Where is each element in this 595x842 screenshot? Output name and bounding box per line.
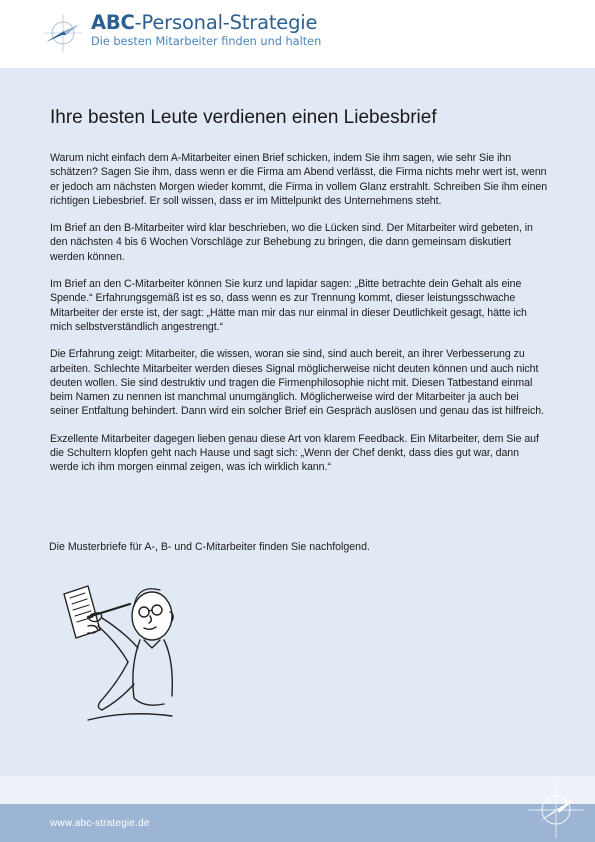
paragraph-excellent-employees: Exzellente Mitarbeiter dagegen lieben genau diese Art von klarem Feedback. Ein Mitarbeiter, dem Sie auf die Schultern klopfen geht nach Hause und sagt sich: „Wenn der Chef denkt, dass dies gut war, dann werde ich ihm morgen einmal zeigen, was ich wirklich kann.“ [50,432,539,474]
compass-watermark-icon [528,778,584,838]
compass-logo-icon [42,12,84,54]
paragraph-b-employee: Im Brief an den B-Mitarbeiter wird klar beschrieben, wo die Lücken sind. Der Mitarbeiter wird gebeten, in den nächsten 4 bis 6 Wochen Vorschläge zur Behebung zu bringen, die dann gemeinsam diskutiert werden können. [50,222,533,263]
page-footer [0,804,595,842]
brand-title-rest: -Personal-Strategie [134,11,318,34]
footer-light-band [0,776,595,804]
page-title: Ihre besten Leute verdienen einen Liebesbrief [50,107,437,128]
brand-tagline: Die besten Mitarbeiter finden und halten [91,35,322,48]
page-header [0,0,595,68]
brand-title-bold: ABC [91,11,135,34]
brand-block [91,12,321,49]
footer-url-link[interactable]: www.abc-strategie.de [50,818,150,829]
brand-title [91,12,321,34]
paragraph-a-employee: Warum nicht einfach dem A-Mitarbeiter einen Brief schicken, indem Sie ihm sagen, wie sehr Sie ihn schätzen? Sagen Sie ihm, dass wenn er die Firma am Abend verlässt, die Firma nichts mehr wert ist, wenn er jedoch am nächsten Morgen wieder kommt, die Firma in vollem Glanz erstrahlt. Schreiben Sie ihm einen richtigen Liebesbrief. Er soll wissen, dass er im Mittelpunkt des Unternehmens steht. [50,152,548,207]
body-text [50,151,548,488]
paragraph-experience: Die Erfahrung zeigt: Mitarbeiter, die wissen, woran sie sind, sind auch bereit, an ihrer Verbesserung zu arbeiten. Schlechte Mitarbeiter werden dieses Signal möglicherweise nicht deuten können und auch nicht deuten wollen. Sie sind destruktiv und tragen die Firmenphilosophie nicht mit. Diesen Tatbestand einmal beim Namen zu nennen ist manchmal unumgänglich. Möglicherweise wird der Mitarbeiter ja auch bei seiner Entfaltung behindert. Dann wird ein solcher Brief ein Gespräch auslösen und genau das ist hilfreich. [50,348,545,418]
man-writing-letter-illustration [58,560,178,740]
closing-line: Die Musterbriefe für A-, B- und C-Mitarbeiter finden Sie nachfolgend. [49,541,370,553]
paragraph-c-employee: Im Brief an den C-Mitarbeiter können Sie kurz und lapidar sagen: „Bitte betrachte dein Gehalt als eine Spende.“ Erfahrungsgemäß ist es so, dass wenn es zur Trennung kommt, dieser leistungsschwache Mitarbeiter der erste ist, der sagt: „Hätte man mir das nur einmal in dieser Deutlichkeit gesagt, hätte ich mich selbstverständlich angestrengt.“ [50,278,527,333]
